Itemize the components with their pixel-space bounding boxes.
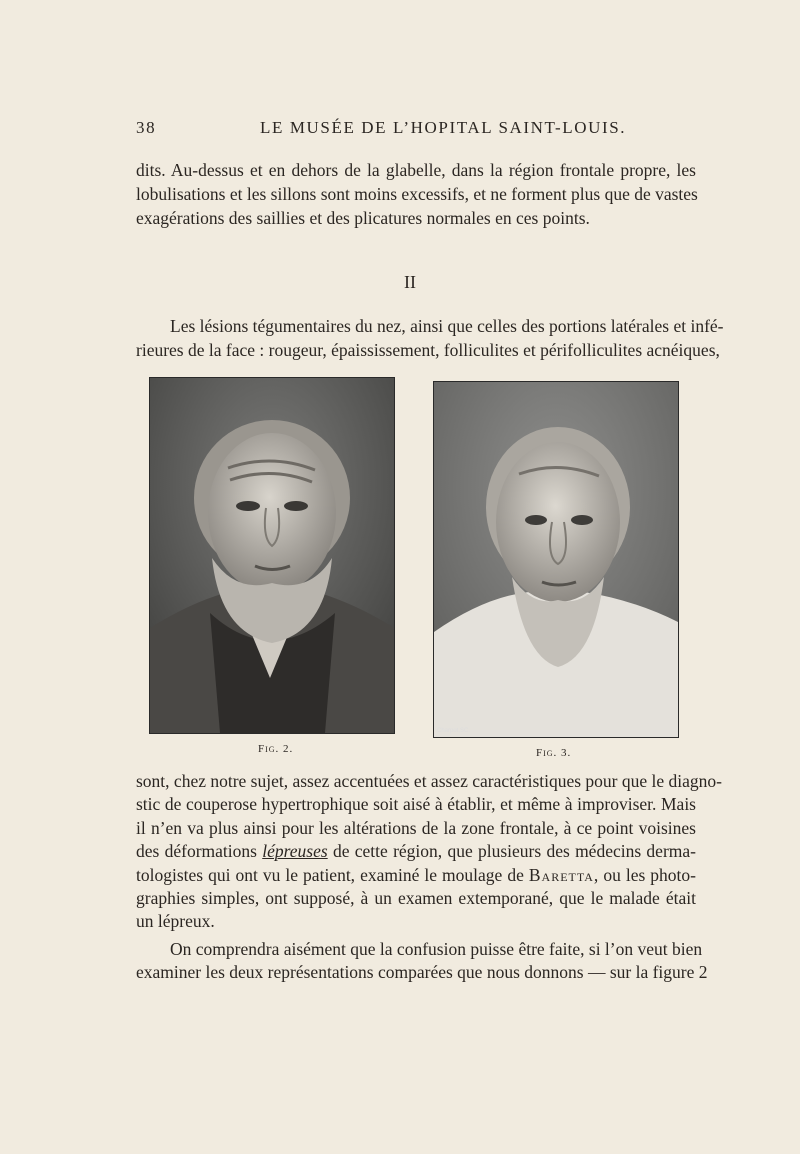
engraver-stamp: Charpot,SC. xyxy=(437,728,471,734)
paragraph-4 xyxy=(136,938,708,985)
text-segment: des déformations xyxy=(136,841,263,862)
paragraph-2 xyxy=(136,314,724,362)
paragraph-1 xyxy=(136,158,696,230)
section-number: II xyxy=(404,272,416,292)
figure-3-photo xyxy=(433,381,679,738)
running-head xyxy=(136,118,696,142)
text-line: sont, chez notre sujet, assez accentuées et assez caractéristiques pour que le diagno- xyxy=(136,771,722,791)
italic-term: lépreuses xyxy=(262,841,328,862)
text-line: On comprendra aisément que la confusion puisse être faite, si l’on veut bien xyxy=(170,939,703,959)
text-line: Les lésions tégumentaires du nez, ainsi que celles des portions latérales et infé- xyxy=(170,316,724,336)
text-line: un lépreux. xyxy=(136,911,215,932)
text-line: exagérations des saillies et des plicatures normales en ces points. xyxy=(136,208,590,228)
author-name: Baretta xyxy=(528,864,594,885)
text-line: il n’en va plus ainsi pour les altérations de la zone frontale, à ce point voisines xyxy=(136,817,696,838)
text-line: stic de couperose hypertrophique soit aisé à établir, et même à improviser. Mais xyxy=(136,794,696,815)
text-segment: , ou les photo- xyxy=(593,864,696,885)
running-title: LE MUSÉE DE L’HOPITAL SAINT-LOUIS. xyxy=(260,118,627,137)
page-number: 38 xyxy=(136,118,157,137)
text-line: lobulisations et les sillons sont moins excessifs, et ne forment plus que de vastes xyxy=(136,184,698,204)
figure-3-caption: Fig. 3. xyxy=(536,747,572,759)
text-line: examiner les deux représentations comparées que nous donnons — sur la figure 2 xyxy=(136,962,708,983)
text-line: dits. Au-dessus et en dehors de la glabelle, dans la région frontale propre, les xyxy=(136,160,696,180)
text-segment: tologistes qui ont vu le patient, examiné le moulage de xyxy=(136,864,524,885)
text-line xyxy=(136,864,696,887)
text-line xyxy=(136,840,696,863)
text-segment: de cette région, que plusieurs des médecins derma- xyxy=(327,841,696,862)
paragraph-3 xyxy=(136,770,722,934)
text-line: graphies simples, ont supposé, à un examen extemporané, que le malade était xyxy=(136,887,696,908)
figure-2-photo xyxy=(149,377,395,734)
text-line: rieures de la face : rougeur, épaississement, folliculites et périfolliculites acnéiques, xyxy=(136,340,720,360)
figure-2-caption: Fig. 2. xyxy=(258,743,294,755)
